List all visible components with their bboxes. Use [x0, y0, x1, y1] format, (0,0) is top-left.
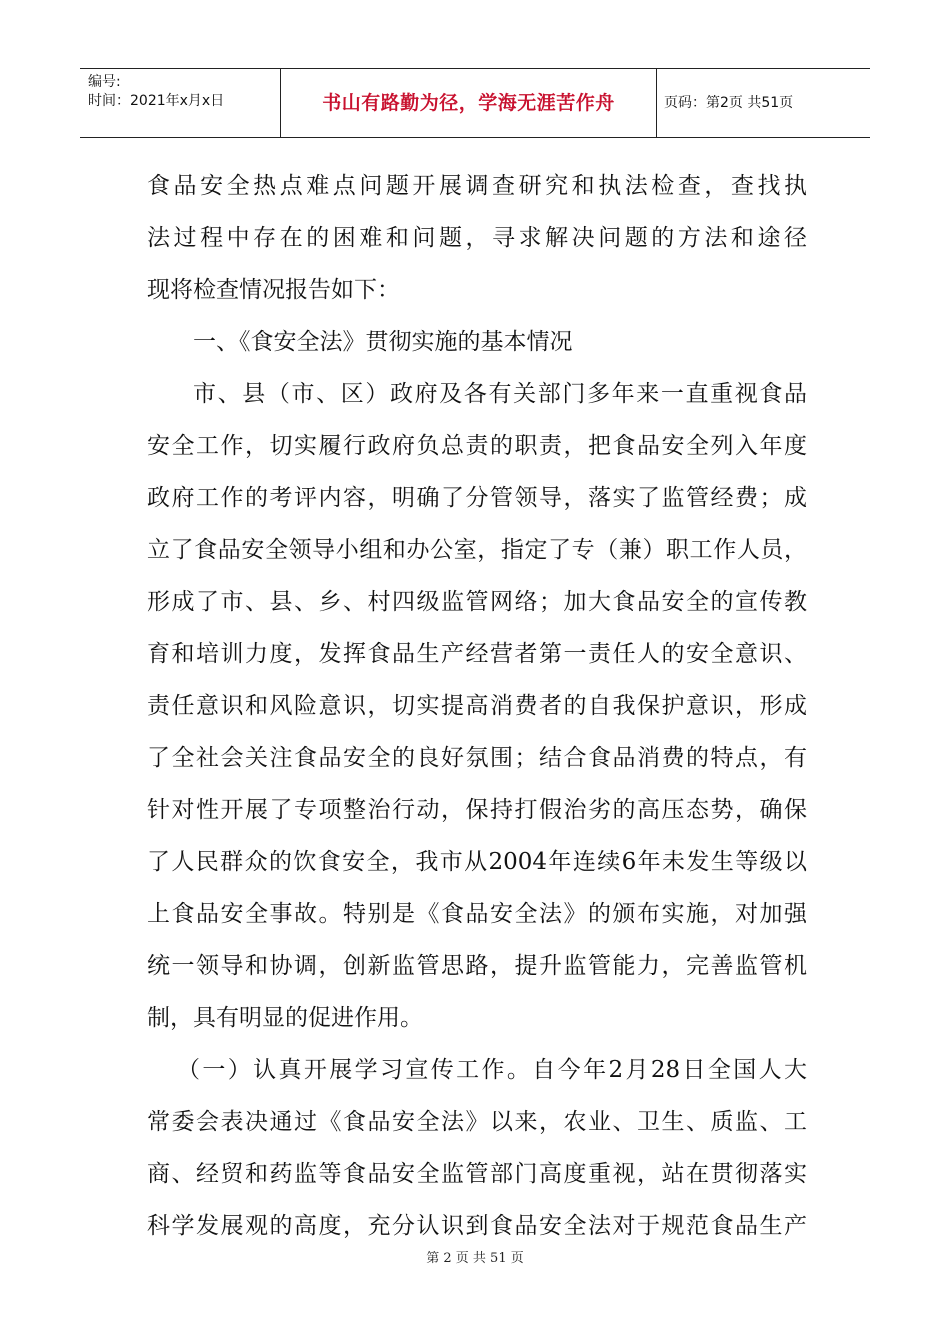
- body-line: 了人民群众的饮食安全，我市从2004年连续6年未发生等级以: [147, 849, 807, 875]
- body-line: 育和培训力度，发挥食品生产经营者第一责任人的安全意识、: [147, 641, 807, 667]
- header-page-info: 页码：第2页 共51页: [664, 95, 794, 111]
- body-line: 形成了市、县、乡、村四级监管网络；加大食品安全的宣传教: [147, 589, 807, 615]
- header-motto: 书山有路勤为径，学海无涯苦作舟: [280, 69, 657, 137]
- header-meta: [80, 69, 280, 137]
- body-line: 食品安全热点难点问题开展调查研究和执法检查，查找执: [147, 173, 807, 199]
- body-line: 现将检查情况报告如下：: [147, 277, 400, 303]
- body-line: 常委会表决通过《食品安全法》以来，农业、卫生、质监、工: [147, 1109, 807, 1135]
- body-line: 一、《食安全法》贯彻实施的基本情况: [193, 329, 573, 355]
- page-footer: 第 2 页 共 51 页: [426, 1251, 524, 1266]
- body-line: 科学发展观的高度，充分认识到食品安全法对于规范食品生产: [147, 1213, 807, 1239]
- body-line: 针对性开展了专项整治行动，保持打假治劣的高压态势，确保: [147, 797, 807, 823]
- body-line: 上食品安全事故。特别是《食品安全法》的颁布实施，对加强: [147, 901, 807, 927]
- document-date-label: 时间：2021年x月x日: [88, 93, 225, 109]
- body-line: 立了食品安全领导小组和办公室，指定了专（兼）职工作人员，: [147, 537, 807, 563]
- body-line: 政府工作的考评内容，明确了分管领导，落实了监管经费；成: [147, 485, 807, 511]
- body-line: 责任意识和风险意识，切实提高消费者的自我保护意识，形成: [147, 693, 807, 719]
- body-line: 法过程中存在的困难和问题，寻求解决问题的方法和途径: [147, 225, 807, 251]
- body-line: 了全社会关注食品安全的良好氛围；结合食品消费的特点，有: [147, 745, 807, 771]
- page-header: [80, 68, 870, 138]
- body-line: 安全工作，切实履行政府负总责的职责，把食品安全列入年度: [147, 433, 807, 459]
- body-line: 市、县（市、区）政府及各有关部门多年来一直重视食品: [193, 381, 807, 407]
- body-line: 制，具有明显的促进作用。: [147, 1005, 423, 1031]
- body-line: （一）认真开展学习宣传工作。自今年2月28日全国人大: [177, 1057, 807, 1083]
- document-body: [147, 160, 807, 1252]
- body-line: 统一领导和协调，创新监管思路，提升监管能力，完善监管机: [147, 953, 807, 979]
- body-line: 商、经贸和药监等食品安全监管部门高度重视，站在贯彻落实: [147, 1161, 807, 1187]
- document-number-label: 编号:: [88, 74, 121, 90]
